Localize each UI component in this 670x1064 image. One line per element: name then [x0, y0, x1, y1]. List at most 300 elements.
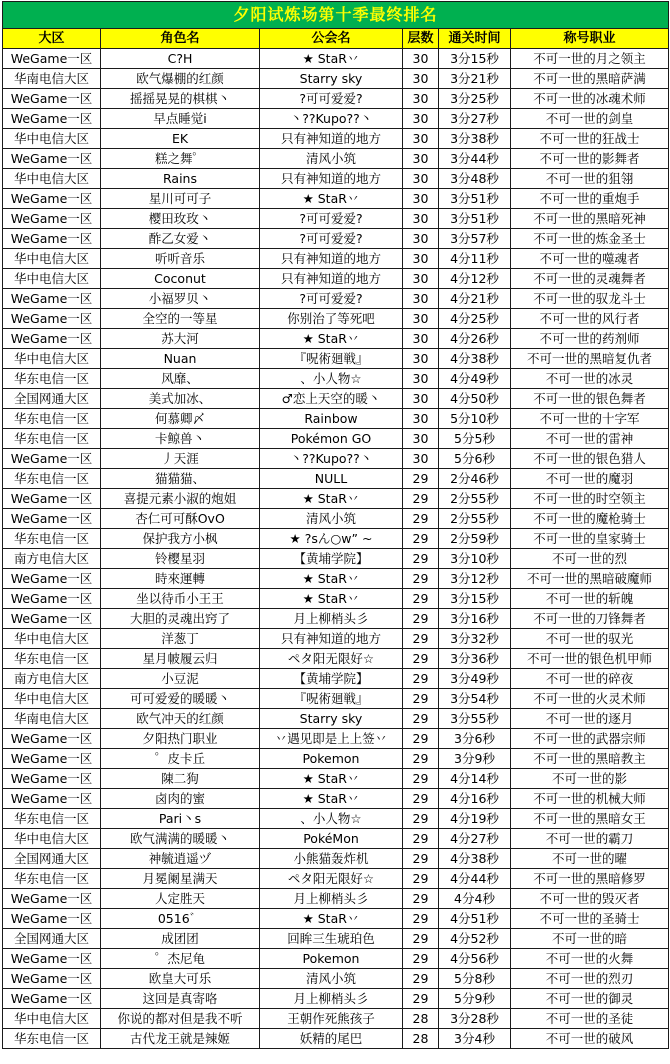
cell-guild: 妖精的尾巴: [260, 1029, 403, 1049]
cell-region: 华中电信大区: [3, 829, 101, 849]
cell-region: WeGame一区: [3, 729, 101, 749]
cell-character: 時來運轉: [101, 569, 260, 589]
table-row: [3, 449, 669, 469]
cell-region: 华南电信大区: [3, 709, 101, 729]
cell-clear-time: 4分51秒: [439, 909, 511, 929]
cell-character: 夕阳热门职业: [101, 729, 260, 749]
table-row: [3, 249, 669, 269]
table-row: [3, 729, 669, 749]
cell-region: 华东电信一区: [3, 809, 101, 829]
table-row: [3, 909, 669, 929]
cell-title-class: 不可一世的霸刀: [511, 829, 669, 849]
cell-title-class: 不可一世的暗: [511, 929, 669, 949]
table-row: [3, 769, 669, 789]
cell-region: WeGame一区: [3, 49, 101, 69]
cell-character: Coconut: [101, 269, 260, 289]
table-row: [3, 269, 669, 289]
cell-title-class: 不可一世的冰灵: [511, 369, 669, 389]
cell-character: 摇摇晃晃的棋棋丶: [101, 89, 260, 109]
cell-region: 华中电信大区: [3, 689, 101, 709]
cell-title-class: 不可一世的驭龙斗士: [511, 289, 669, 309]
cell-title-class: 不可一世的狙翎: [511, 169, 669, 189]
cell-title-class: 不可一世的黑暗萨满: [511, 69, 669, 89]
cell-floor: 30: [403, 389, 439, 409]
cell-character: 人定胜天: [101, 889, 260, 909]
title-row: [3, 2, 669, 29]
cell-clear-time: 3分44秒: [439, 149, 511, 169]
cell-region: 南方电信大区: [3, 669, 101, 689]
cell-region: 华东电信一区: [3, 649, 101, 669]
cell-region: WeGame一区: [3, 889, 101, 909]
cell-region: WeGame一区: [3, 209, 101, 229]
cell-guild: 清风小筑: [260, 509, 403, 529]
cell-floor: 30: [403, 349, 439, 369]
table-row: [3, 609, 669, 629]
cell-title-class: 不可一世的魔羽: [511, 469, 669, 489]
cell-clear-time: 4分38秒: [439, 849, 511, 869]
cell-region: WeGame一区: [3, 489, 101, 509]
cell-region: WeGame一区: [3, 789, 101, 809]
cell-title-class: 不可一世的剑皇: [511, 109, 669, 129]
cell-guild: 、小人物☆: [260, 369, 403, 389]
cell-floor: 30: [403, 209, 439, 229]
cell-floor: 29: [403, 889, 439, 909]
cell-region: WeGame一区: [3, 609, 101, 629]
cell-character: 酢乙女爱丶: [101, 229, 260, 249]
cell-title-class: 不可一世的火舞: [511, 949, 669, 969]
cell-guild: ★ StaR丷: [260, 329, 403, 349]
cell-character: 大胆的灵魂出窍了: [101, 609, 260, 629]
cell-region: 华东电信一区: [3, 429, 101, 449]
cell-title-class: 不可一世的刀锋舞者: [511, 609, 669, 629]
cell-floor: 29: [403, 509, 439, 529]
cell-region: WeGame一区: [3, 109, 101, 129]
table-row: [3, 109, 669, 129]
cell-clear-time: 4分4秒: [439, 889, 511, 909]
cell-clear-time: 3分57秒: [439, 229, 511, 249]
cell-guild: ★ StaR丷: [260, 789, 403, 809]
cell-floor: 29: [403, 609, 439, 629]
cell-character: 丿天涯: [101, 449, 260, 469]
cell-guild: 只有神知道的地方: [260, 269, 403, 289]
cell-guild: Pokémon GO: [260, 429, 403, 449]
table-row: [3, 349, 669, 369]
cell-floor: 29: [403, 809, 439, 829]
cell-region: WeGame一区: [3, 329, 101, 349]
cell-guild: ★ StaR丷: [260, 49, 403, 69]
header-title-class: 称号职业: [511, 29, 669, 49]
cell-region: 华南电信大区: [3, 69, 101, 89]
cell-region: 华中电信大区: [3, 1009, 101, 1029]
cell-guild: ★ StaR丷: [260, 589, 403, 609]
cell-clear-time: 3分21秒: [439, 69, 511, 89]
cell-clear-time: 3分10秒: [439, 549, 511, 569]
cell-clear-time: 4分27秒: [439, 829, 511, 849]
cell-title-class: 不可一世的月之领主: [511, 49, 669, 69]
cell-title-class: 不可一世的圣骑士: [511, 909, 669, 929]
cell-floor: 30: [403, 289, 439, 309]
table-row: [3, 369, 669, 389]
table-row: [3, 149, 669, 169]
cell-guild: 只有神知道的地方: [260, 249, 403, 269]
cell-region: 南方电信大区: [3, 549, 101, 569]
cell-guild: 王朝作死熊孩子: [260, 1009, 403, 1029]
cell-guild: Starry sky: [260, 69, 403, 89]
cell-character: 樱田玫玫丶: [101, 209, 260, 229]
cell-title-class: 不可一世的银色舞者: [511, 389, 669, 409]
table-row: [3, 569, 669, 589]
cell-title-class: 不可一世的重炮手: [511, 189, 669, 209]
cell-clear-time: 3分51秒: [439, 189, 511, 209]
table-title: 夕阳试炼场第十季最终排名: [3, 2, 669, 29]
cell-region: WeGame一区: [3, 589, 101, 609]
cell-floor: 29: [403, 829, 439, 849]
cell-region: 全国网通大区: [3, 389, 101, 409]
cell-guild: 清风小筑: [260, 149, 403, 169]
cell-title-class: 不可一世的灵魂舞者: [511, 269, 669, 289]
cell-floor: 30: [403, 49, 439, 69]
cell-title-class: 不可一世的冰魂术师: [511, 89, 669, 109]
cell-title-class: 不可一世的十字军: [511, 409, 669, 429]
cell-character: Pari丶s: [101, 809, 260, 829]
cell-character: 坐以待币小王王: [101, 589, 260, 609]
table-row: [3, 549, 669, 569]
cell-title-class: 不可一世的狂战士: [511, 129, 669, 149]
cell-region: 华中电信大区: [3, 349, 101, 369]
cell-title-class: 不可一世的御灵: [511, 989, 669, 1009]
cell-clear-time: 3分15秒: [439, 589, 511, 609]
cell-clear-time: 3分16秒: [439, 609, 511, 629]
table-row: [3, 289, 669, 309]
cell-region: WeGame一区: [3, 89, 101, 109]
table-row: [3, 189, 669, 209]
cell-guild: ?可可爱爱?: [260, 289, 403, 309]
cell-floor: 29: [403, 629, 439, 649]
cell-floor: 29: [403, 849, 439, 869]
cell-guild: ★ ?sん○w” ~: [260, 529, 403, 549]
table-row: [3, 829, 669, 849]
cell-region: 华东电信一区: [3, 1029, 101, 1049]
cell-character: 古代龙王就是辣姬: [101, 1029, 260, 1049]
cell-guild: 月上柳梢头彡: [260, 989, 403, 1009]
cell-title-class: 不可一世的皇家骑士: [511, 529, 669, 549]
cell-clear-time: 3分51秒: [439, 209, 511, 229]
cell-clear-time: 4分11秒: [439, 249, 511, 269]
cell-clear-time: 4分56秒: [439, 949, 511, 969]
table-row: [3, 169, 669, 189]
cell-character: 铃樱星羽: [101, 549, 260, 569]
cell-title-class: 不可一世的黑暗破魔师: [511, 569, 669, 589]
cell-guild: 只有神知道的地方: [260, 169, 403, 189]
table-row: [3, 809, 669, 829]
cell-title-class: 不可一世的逐月: [511, 709, 669, 729]
cell-character: 苏大河: [101, 329, 260, 349]
table-row: [3, 429, 669, 449]
cell-clear-time: 4分38秒: [439, 349, 511, 369]
cell-clear-time: 3分55秒: [439, 709, 511, 729]
cell-guild: 月上柳梢头彡: [260, 889, 403, 909]
cell-clear-time: 4分25秒: [439, 309, 511, 329]
cell-title-class: 不可一世的机械大师: [511, 789, 669, 809]
cell-character: 早点睡觉i: [101, 109, 260, 129]
cell-clear-time: 3分54秒: [439, 689, 511, 709]
table-row: [3, 129, 669, 149]
cell-region: WeGame一区: [3, 289, 101, 309]
cell-region: 华东电信一区: [3, 469, 101, 489]
cell-floor: 28: [403, 1009, 439, 1029]
cell-guild: ♂恋上天空的暖丶: [260, 389, 403, 409]
cell-floor: 30: [403, 369, 439, 389]
cell-character: Rains: [101, 169, 260, 189]
cell-character: 神毓逍遥ヅ: [101, 849, 260, 869]
header-region: 大区: [3, 29, 101, 49]
cell-character: ゜杰尼龟: [101, 949, 260, 969]
cell-character: 洋葱丁: [101, 629, 260, 649]
cell-region: 华东电信一区: [3, 409, 101, 429]
cell-character: 杏仁可可酥OvO: [101, 509, 260, 529]
cell-guild: ★ StaR丷: [260, 489, 403, 509]
cell-region: 华中电信大区: [3, 269, 101, 289]
cell-title-class: 不可一世的时空领主: [511, 489, 669, 509]
cell-title-class: 不可一世的噬魂者: [511, 249, 669, 269]
cell-title-class: 不可一世的黑暗教主: [511, 749, 669, 769]
cell-floor: 29: [403, 489, 439, 509]
cell-title-class: 不可一世的毁灭者: [511, 889, 669, 909]
cell-character: 欧气爆棚的红颜: [101, 69, 260, 89]
cell-guild: 【黄埔学院】: [260, 549, 403, 569]
cell-region: WeGame一区: [3, 769, 101, 789]
cell-floor: 29: [403, 569, 439, 589]
cell-guild: ペタ阳无限好☆: [260, 869, 403, 889]
cell-guild: Pokemon: [260, 749, 403, 769]
cell-character: 小福罗贝丶: [101, 289, 260, 309]
cell-clear-time: 5分10秒: [439, 409, 511, 429]
table-row: [3, 329, 669, 349]
cell-guild: 只有神知道的地方: [260, 629, 403, 649]
cell-floor: 30: [403, 429, 439, 449]
cell-clear-time: 3分38秒: [439, 129, 511, 149]
cell-guild: ?可可爱爱?: [260, 209, 403, 229]
table-row: [3, 669, 669, 689]
cell-character: 欧气满满的暖暖丶: [101, 829, 260, 849]
table-row: [3, 849, 669, 869]
cell-floor: 29: [403, 649, 439, 669]
cell-guild: 只有神知道的地方: [260, 129, 403, 149]
cell-floor: 30: [403, 409, 439, 429]
cell-guild: 丶??Kupo??丶: [260, 449, 403, 469]
cell-clear-time: 3分9秒: [439, 749, 511, 769]
cell-region: 全国网通大区: [3, 849, 101, 869]
cell-clear-time: 5分8秒: [439, 969, 511, 989]
cell-character: 喜提元素小淑的炮姐: [101, 489, 260, 509]
cell-floor: 30: [403, 269, 439, 289]
cell-title-class: 不可一世的圣徒: [511, 1009, 669, 1029]
cell-guild: 【黄埔学院】: [260, 669, 403, 689]
cell-guild: ★ StaR丷: [260, 189, 403, 209]
cell-character: 月冕阑星满天: [101, 869, 260, 889]
cell-floor: 30: [403, 89, 439, 109]
cell-clear-time: 3分36秒: [439, 649, 511, 669]
cell-guild: 月上柳梢头彡: [260, 609, 403, 629]
cell-region: WeGame一区: [3, 949, 101, 969]
cell-guild: 『呪術廻戦』: [260, 349, 403, 369]
cell-clear-time: 4分21秒: [439, 289, 511, 309]
cell-clear-time: 3分4秒: [439, 1029, 511, 1049]
cell-character: 听听音乐: [101, 249, 260, 269]
cell-guild: ?可可爱爱?: [260, 229, 403, 249]
cell-guild: ★ StaR丷: [260, 909, 403, 929]
cell-floor: 30: [403, 249, 439, 269]
cell-clear-time: 4分14秒: [439, 769, 511, 789]
cell-clear-time: 3分32秒: [439, 629, 511, 649]
cell-floor: 29: [403, 689, 439, 709]
cell-floor: 29: [403, 549, 439, 569]
cell-floor: 29: [403, 529, 439, 549]
cell-floor: 30: [403, 189, 439, 209]
cell-clear-time: 4分12秒: [439, 269, 511, 289]
cell-guild: 回眸三生琥珀色: [260, 929, 403, 949]
cell-floor: 29: [403, 709, 439, 729]
cell-region: 华中电信大区: [3, 629, 101, 649]
cell-guild: ?可可爱爱?: [260, 89, 403, 109]
cell-guild: 丷遇见即是上上签丷: [260, 729, 403, 749]
cell-character: 星月帔履云归: [101, 649, 260, 669]
cell-clear-time: 2分59秒: [439, 529, 511, 549]
table-row: [3, 889, 669, 909]
cell-region: 华东电信一区: [3, 869, 101, 889]
header-character: 角色名: [101, 29, 260, 49]
cell-floor: 29: [403, 749, 439, 769]
table-row: [3, 789, 669, 809]
table-row: [3, 309, 669, 329]
cell-region: WeGame一区: [3, 449, 101, 469]
cell-clear-time: 2分55秒: [439, 509, 511, 529]
cell-floor: 29: [403, 469, 439, 489]
cell-character: 欧气冲天的红颜: [101, 709, 260, 729]
cell-floor: 29: [403, 869, 439, 889]
cell-character: C?H: [101, 49, 260, 69]
cell-title-class: 不可一世的影: [511, 769, 669, 789]
cell-clear-time: 4分26秒: [439, 329, 511, 349]
cell-floor: 29: [403, 729, 439, 749]
cell-region: 华东电信一区: [3, 529, 101, 549]
cell-clear-time: 3分28秒: [439, 1009, 511, 1029]
cell-region: WeGame一区: [3, 149, 101, 169]
cell-character: 你说的都对但是我不听: [101, 1009, 260, 1029]
cell-character: 风靡、: [101, 369, 260, 389]
cell-guild: Rainbow: [260, 409, 403, 429]
cell-title-class: 不可一世的驭光: [511, 629, 669, 649]
cell-floor: 29: [403, 909, 439, 929]
cell-title-class: 不可一世的破风: [511, 1029, 669, 1049]
cell-guild: NULL: [260, 469, 403, 489]
cell-clear-time: 3分25秒: [439, 89, 511, 109]
cell-title-class: 不可一世的影舞者: [511, 149, 669, 169]
ranking-table: [2, 1, 669, 1049]
cell-title-class: 不可一世的黑暗女王: [511, 809, 669, 829]
cell-clear-time: 3分48秒: [439, 169, 511, 189]
cell-floor: 29: [403, 989, 439, 1009]
cell-floor: 30: [403, 229, 439, 249]
table-row: [3, 629, 669, 649]
table-row: [3, 529, 669, 549]
cell-floor: 30: [403, 149, 439, 169]
cell-title-class: 不可一世的斩魄: [511, 589, 669, 609]
cell-character: ゜皮卡丘: [101, 749, 260, 769]
cell-character: 美式加冰、: [101, 389, 260, 409]
header-floor: 层数: [403, 29, 439, 49]
table-row: [3, 489, 669, 509]
table-row: [3, 469, 669, 489]
cell-floor: 30: [403, 169, 439, 189]
cell-guild: 『呪術廻戦』: [260, 689, 403, 709]
cell-floor: 29: [403, 949, 439, 969]
cell-character: 欧皇大可乐: [101, 969, 260, 989]
table-row: [3, 949, 669, 969]
cell-guild: ★ StaR丷: [260, 569, 403, 589]
cell-guild: ★ StaR丷: [260, 769, 403, 789]
cell-region: WeGame一区: [3, 749, 101, 769]
cell-character: 保护我方小枫: [101, 529, 260, 549]
table-row: [3, 709, 669, 729]
cell-clear-time: 5分9秒: [439, 989, 511, 1009]
cell-title-class: 不可一世的火灵术师: [511, 689, 669, 709]
cell-clear-time: 3分15秒: [439, 49, 511, 69]
cell-character: EK: [101, 129, 260, 149]
cell-title-class: 不可一世的烈刃: [511, 969, 669, 989]
table-row: [3, 509, 669, 529]
cell-guild: 、小人物☆: [260, 809, 403, 829]
cell-clear-time: 5分5秒: [439, 429, 511, 449]
table-row: [3, 749, 669, 769]
cell-floor: 30: [403, 129, 439, 149]
table-row: [3, 49, 669, 69]
cell-character: 小豆泥: [101, 669, 260, 689]
cell-title-class: 不可一世的黑暗修罗: [511, 869, 669, 889]
cell-character: 何慕卿〆: [101, 409, 260, 429]
cell-clear-time: 5分6秒: [439, 449, 511, 469]
cell-clear-time: 4分16秒: [439, 789, 511, 809]
cell-character: Nuan: [101, 349, 260, 369]
cell-clear-time: 2分55秒: [439, 489, 511, 509]
cell-title-class: 不可一世的黑暗死神: [511, 209, 669, 229]
cell-character: 这回是真寄咯: [101, 989, 260, 1009]
cell-region: 华东电信一区: [3, 369, 101, 389]
cell-region: WeGame一区: [3, 569, 101, 589]
cell-guild: 清风小筑: [260, 969, 403, 989]
cell-region: WeGame一区: [3, 189, 101, 209]
cell-clear-time: 4分19秒: [439, 809, 511, 829]
cell-clear-time: 4分44秒: [439, 869, 511, 889]
cell-title-class: 不可一世的黑暗复仇者: [511, 349, 669, 369]
cell-region: WeGame一区: [3, 909, 101, 929]
cell-title-class: 不可一世的雷神: [511, 429, 669, 449]
cell-title-class: 不可一世的药剂师: [511, 329, 669, 349]
table-row: [3, 869, 669, 889]
cell-floor: 30: [403, 109, 439, 129]
cell-character: 糕之舞゜: [101, 149, 260, 169]
cell-clear-time: 3分27秒: [439, 109, 511, 129]
cell-guild: Starry sky: [260, 709, 403, 729]
cell-clear-time: 3分12秒: [439, 569, 511, 589]
cell-region: 全国网通大区: [3, 929, 101, 949]
cell-title-class: 不可一世的烈: [511, 549, 669, 569]
cell-title-class: 不可一世的曜: [511, 849, 669, 869]
table-row: [3, 69, 669, 89]
cell-title-class: 不可一世的武器宗师: [511, 729, 669, 749]
cell-character: 卤肉的蜜: [101, 789, 260, 809]
cell-floor: 29: [403, 589, 439, 609]
